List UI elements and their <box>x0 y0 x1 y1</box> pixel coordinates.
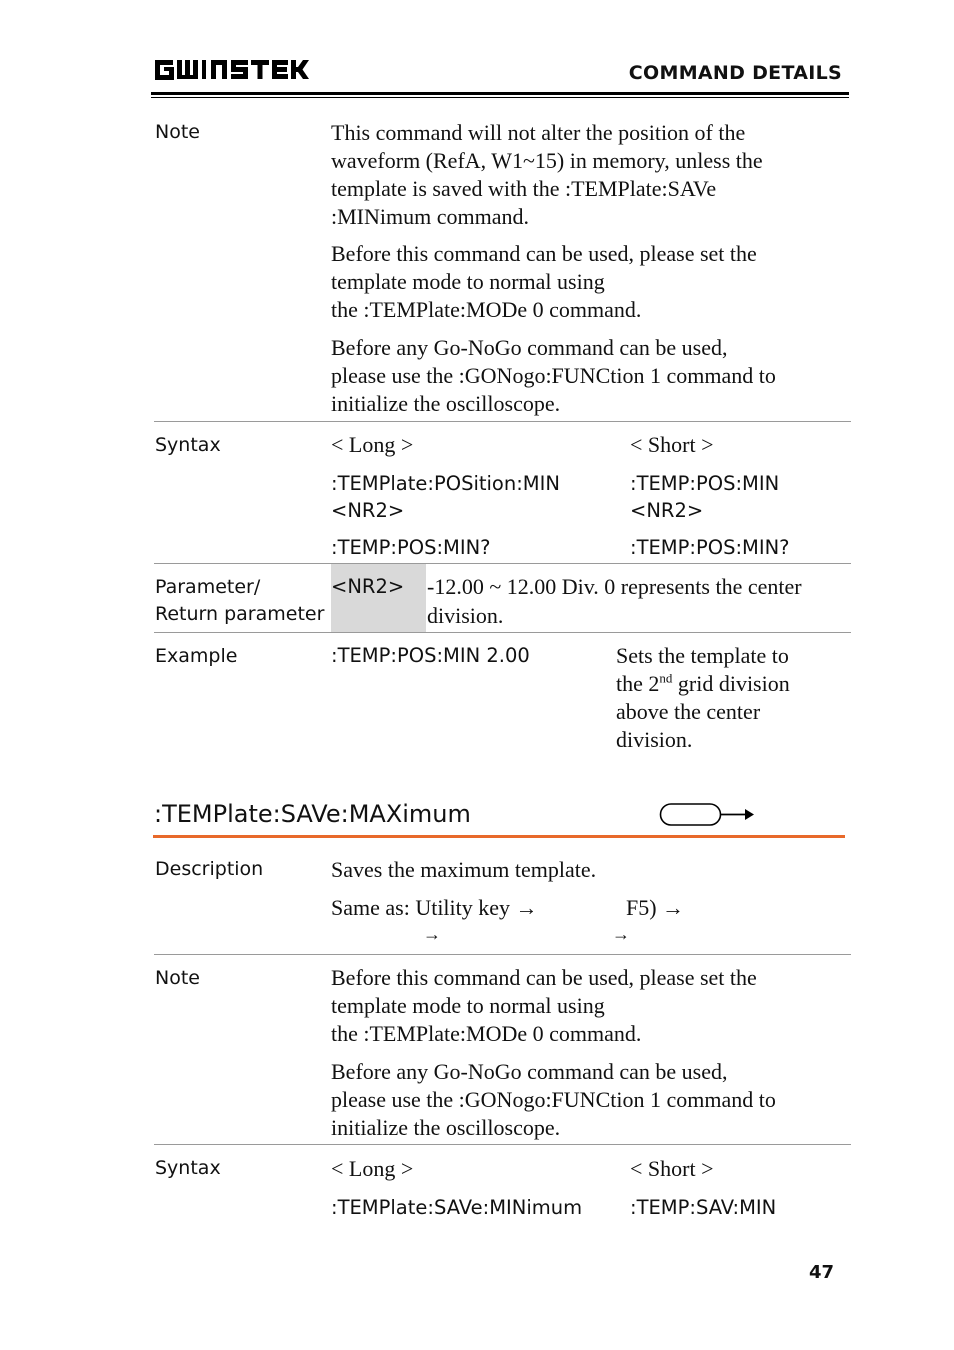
arrow-icon: → <box>612 924 630 944</box>
header-title: COMMAND DETAILS <box>628 62 842 84</box>
syntax-long-set-1: :TEMPlate:POSition:MIN <box>331 472 560 495</box>
divider <box>154 1144 851 1145</box>
parameter-name: <NR2> <box>331 575 405 598</box>
section-rule <box>153 835 845 838</box>
parameter-description-1: -12.00 ~ 12.00 Div. 0 represents the center <box>427 574 802 599</box>
syntax-long-command: :TEMPlate:SAVe:MINimum <box>331 1196 583 1219</box>
description-label: Description <box>155 858 264 880</box>
example-description: Sets the template to the 2nd grid division above the center division. <box>616 643 790 752</box>
note-paragraph-2: Before this command can be used, please set the template mode to normal using the :TEMPlate:MODe 0 command. <box>331 241 757 322</box>
syntax-long-header: < Long > <box>331 432 414 457</box>
parameter-description-2: division. <box>427 603 504 628</box>
note-paragraph-1: Before this command can be used, please set the template mode to normal using the :TEMPlate:MODe 0 command. <box>331 965 757 1046</box>
syntax-short-header: < Short > <box>630 432 714 457</box>
example-command: :TEMP:POS:MIN 2.00 <box>331 644 530 667</box>
note-paragraph-2: Before any Go-NoGo command can be used, please use the :GONogo:FUNCtion 1 command to initialize the oscilloscope. <box>331 1059 776 1140</box>
syntax-long-query: :TEMP:POS:MIN? <box>331 536 491 559</box>
syntax-label: Syntax <box>155 434 221 456</box>
syntax-short-command: :TEMP:SAV:MIN <box>630 1196 777 1219</box>
parameter-label-2: Return parameter <box>155 603 325 625</box>
syntax-label: Syntax <box>155 1157 221 1179</box>
command-title: :TEMPlate:SAVe:MAXimum <box>154 800 471 828</box>
example-label: Example <box>155 645 238 667</box>
arrow-icon: → <box>423 924 441 944</box>
divider <box>154 632 851 633</box>
note-paragraph-3: Before any Go-NoGo command can be used, please use the :GONogo:FUNCtion 1 command to initialize the oscilloscope. <box>331 335 776 416</box>
note-paragraph-1: This command will not alter the position of the waveform (RefA, W1~15) in memory, unless the template is saved with the :TEMPlate:SAVe :MINimum command. <box>331 120 763 229</box>
description-line-2b: F5) → <box>626 895 685 920</box>
syntax-short-set-1: :TEMP:POS:MIN <box>630 472 780 495</box>
divider <box>154 421 851 422</box>
header-rule-thin <box>151 97 849 98</box>
gw-instek-logo <box>153 56 323 84</box>
syntax-long-set-2: <NR2> <box>331 499 405 522</box>
syntax-long-header: < Long > <box>331 1156 414 1181</box>
header-rule-thick <box>151 92 849 95</box>
syntax-short-header: < Short > <box>630 1156 714 1181</box>
divider <box>154 563 851 564</box>
page-number: 47 <box>808 1262 834 1283</box>
divider <box>154 954 851 955</box>
set-command-icon <box>659 802 757 828</box>
syntax-short-set-2: <NR2> <box>630 499 704 522</box>
description-line-1: Saves the maximum template. <box>331 857 597 882</box>
description-line-2a: Same as: Utility key → <box>331 895 538 920</box>
syntax-short-query: :TEMP:POS:MIN? <box>630 536 790 559</box>
parameter-label-1: Parameter/ <box>155 576 261 598</box>
note-label: Note <box>155 121 200 143</box>
note-label: Note <box>155 967 200 989</box>
